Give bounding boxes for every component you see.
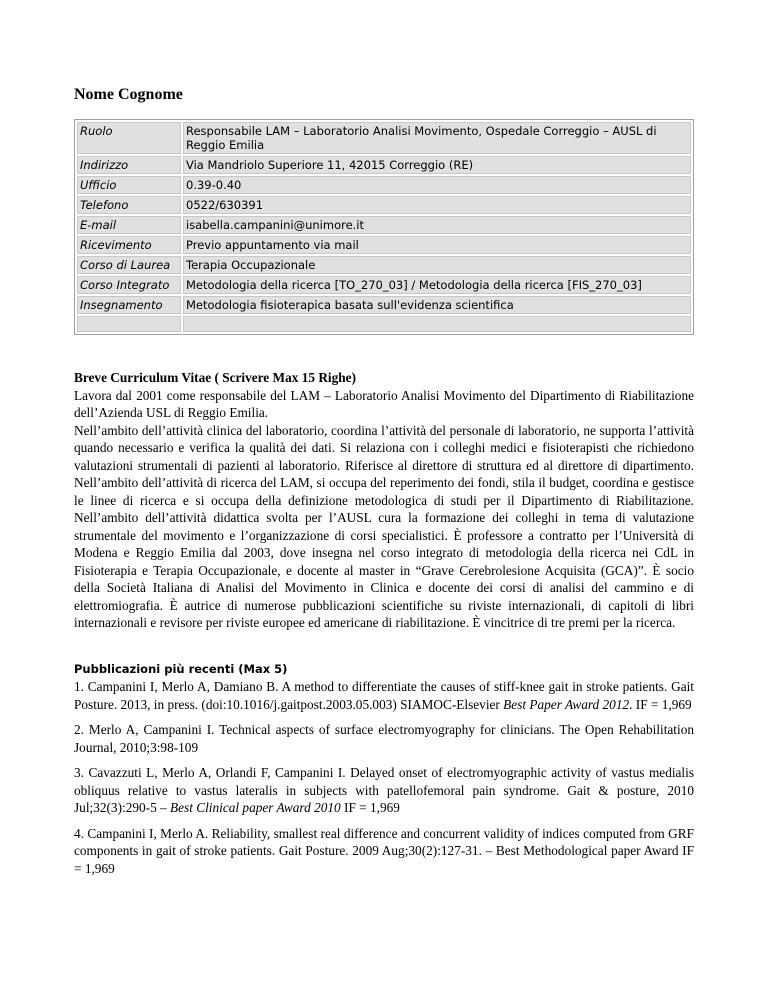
info-table [74, 119, 694, 335]
publications-list [74, 678, 694, 885]
row-value: 0.39-0.40 [183, 176, 691, 194]
row-label: Telefono [77, 196, 181, 214]
table-row [77, 156, 691, 174]
email-link[interactable]: isabella.campanini@unimore.it [183, 216, 691, 234]
row-label: Ricevimento [77, 236, 181, 254]
publication-tail: . IF = 1,969 [629, 696, 692, 712]
cv-paragraph: Nell’ambito dell’attività clinica del laboratorio, coordina l’attività del personale di laboratorio, ne supporta l’attività quando necessario e verifica la qualità dei dati. Si relaziona con i colleghi medici e fisioterapisti che richiedono valutazioni strumentali di pazienti al laboratorio. Riferisce al direttore di struttura ed al direttore di dipartimento. Nell’ambito dell’attività di ricerca del LAM, si occupa del reperimento dei fondi, stila il budget, coordina e gestisce le linee di ricerca e si occupa della definizione metodologica di studi per il Dipartimento di Riabilitazione. Nell’ambito dell’attività didattica svolta per l’AUSL cura la formazione dei colleghi in tema di valutazione strumentale del movimento e l’organizzazione di corsi specialistici. È professore a contratto per l’Università di Modena e Reggio Emilia dal 2003, dove insegna nel corso integrato di metodologia della ricerca nei CdL in Fisioterapia e Terapia Occupazionale, e docente al master in “Grave Cerebrolesione Acquisita (GCA)”. È socio della Società Italiana di Analisi del Movimento in Clinica e docente dei corsi di analisi del cammino e di elettromiografia. È autrice di numerose pubblicazioni scientifiche su riviste internazionali, di capitoli di libri internazionali e revisore per riviste europee ed americane di riabilitazione. È vincitrice di tre premi per la ricerca. [74, 422, 694, 630]
row-label: Indirizzo [77, 156, 181, 174]
publication-item [74, 764, 694, 817]
publication-text: 2. Merlo A, Campanini I. Technical aspects of surface electromyography for clinicians. The Open Rehabilitation Journal, 2010;3:98-109 [74, 722, 694, 755]
table-row [77, 196, 691, 214]
publication-award: Best Paper Award 2012 [503, 696, 630, 712]
row-label: E-mail [77, 216, 181, 234]
publication-item [74, 678, 694, 713]
publication-tail: IF = 1,969 [340, 800, 400, 815]
table-row [77, 216, 691, 234]
table-row [77, 256, 691, 274]
row-label: Corso Integrato [77, 276, 181, 294]
empty-cell [183, 316, 691, 332]
table-row [77, 236, 691, 254]
row-label: Ufficio [77, 176, 181, 194]
row-value: 0522/630391 [183, 196, 691, 214]
publication-item [74, 721, 694, 756]
table-row [77, 296, 691, 314]
cv-paragraph: Lavora dal 2001 come responsabile del LAM – Laboratorio Analisi Movimento del Dipartimento di Riabilitazione dell’Azienda USL di Reggio Emilia. [74, 387, 694, 420]
row-value: Metodologia fisioterapica basata sull'evidenza scientifica [183, 296, 691, 314]
person-name: Nome Cognome [74, 86, 183, 103]
publication-text: 3. Cavazzuti L, Merlo A, Orlandi F, Campanini I. Delayed onset of electromyographic activity of vastus medialis obliquus relative to vastus lateralis in subjects with patellofemoral pain syndrome. Gait & posture, 2010 Jul;32(3):290-5 – [74, 765, 694, 815]
publications-title: Pubblicazioni più recenti (Max 5) [74, 662, 288, 676]
cv-title: Breve Curriculum Vitae ( Scrivere Max 15 Righe) [74, 370, 357, 385]
publication-award: Best Clinical paper Award 2010 [170, 800, 341, 815]
cv-section [74, 369, 694, 632]
empty-cell [77, 316, 181, 332]
row-value: Via Mandriolo Superiore 11, 42015 Correggio (RE) [183, 156, 691, 174]
table-row [77, 122, 691, 154]
publication-text: 4. Campanini I, Merlo A. Reliability, smallest real difference and concurrent validity of indices computed from GRF components in gait of stroke patients. Gait Posture. 2009 Aug;30(2):127-31. – Best Methodological paper Award IF = 1,969 [74, 825, 694, 876]
empty-row [77, 316, 691, 332]
row-value: Responsabile LAM – Laboratorio Analisi Movimento, Ospedale Correggio – AUSL di Reggio Emilia [183, 122, 691, 154]
row-value: Previo appuntamento via mail [183, 236, 691, 254]
row-value: Terapia Occupazionale [183, 256, 691, 274]
publication-item [74, 825, 694, 878]
table-row [77, 176, 691, 194]
publication-text: 1. Campanini I, Merlo A, Damiano B. A method to differentiate the causes of stiff-knee gait in stroke patients. Gait Posture. 2013, in press. (doi:10.1016/j.gaitpost.2003.05.003) SIAMOC-Elsevier [74, 679, 694, 712]
row-value: Metodologia della ricerca [TO_270_03] / Metodologia della ricerca [FIS_270_03] [183, 276, 691, 294]
row-label: Corso di Laurea [77, 256, 181, 274]
row-label: Insegnamento [77, 296, 181, 314]
table-row [77, 276, 691, 294]
row-label: Ruolo [77, 122, 181, 154]
cv-text [74, 387, 694, 632]
